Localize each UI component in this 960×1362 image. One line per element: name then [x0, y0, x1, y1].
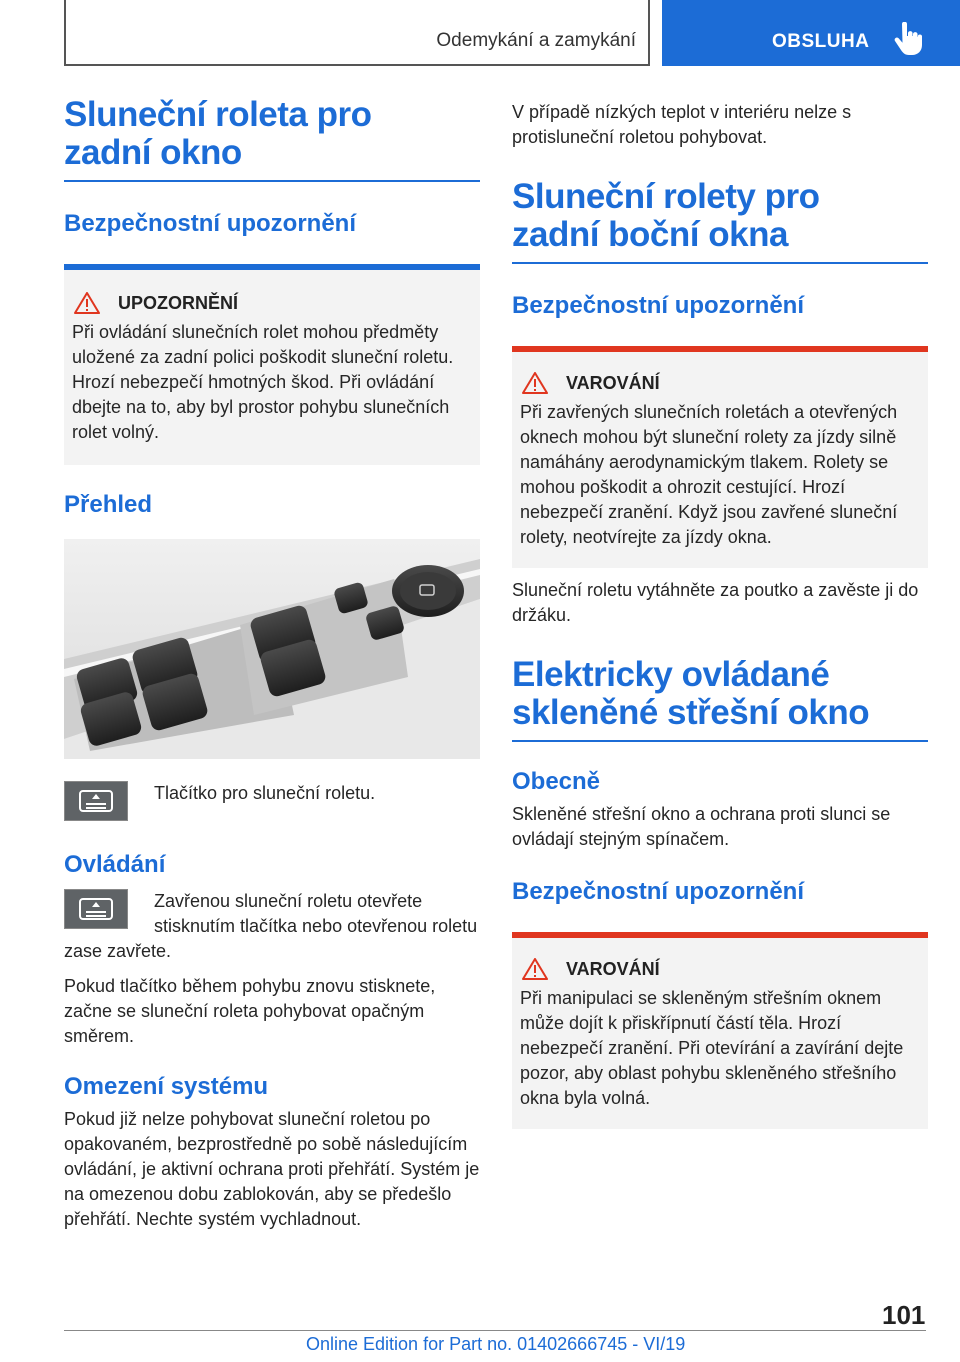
limits-text: Pokud již nelze pohybovat sluneční roletou po opakovaném, bezprostředně po sobě následujícím ovládání, je aktivní ochrana proti přehřátí. Systém je na omezenou dobu zablokován, aby se předešlo přehřátí. Nechte systém vychladnout.	[64, 1109, 480, 1229]
warning-title-text: UPOZORNĚNÍ	[118, 292, 239, 313]
section-label: OBSLUHA	[772, 31, 870, 52]
warning-box-notice	[64, 264, 480, 465]
pointing-hand-icon	[894, 22, 922, 56]
heading-general: Obecně	[512, 768, 601, 795]
blind-button-icon	[64, 781, 128, 821]
heading-system-limits: Omezení systému	[64, 1073, 269, 1100]
warning-title	[520, 958, 920, 980]
operation-text-2: Pokud tlačítko během pohybu znovu stisknete, začne se sluneční roleta pohybovat opačným směrem.	[64, 976, 436, 1046]
left-column	[64, 96, 480, 1232]
warning-title	[72, 292, 472, 314]
operation-text: Zavřenou sluneční roletu otevřete stisknutím tlačítka nebo otevřenou roletu zase zavřete.	[64, 891, 478, 961]
warning-triangle-icon	[522, 372, 548, 394]
heading-rule	[512, 740, 928, 742]
heading-safety-2: Bezpečnostní upozornění	[512, 292, 805, 319]
warning-text: Při zavřených slunečních roletách a otevřených oknech mohou být sluneční rolety za jízdy silně namáhány aerodynamickým tlakem. Rolety se mohou poškodit a ohrozit cestující. Hrozí nebezpečí zranění. Když jsou zavřené sluneční rolety, neotvírejte za jízdy okna.	[520, 402, 898, 547]
heading-side-window-blinds: Sluneční rolety pro zadní boční okna	[512, 177, 820, 254]
chapter-title: Odemykání a zamykání	[436, 30, 636, 51]
blind-button-icon-2	[64, 889, 128, 929]
edition-link[interactable]: Online Edition for Part no. 01402666745 - VI/19	[306, 1334, 686, 1354]
button-caption: Tlačítko pro sluneční roletu.	[154, 783, 376, 803]
page-number: 101	[882, 1300, 926, 1330]
warning-title-text: VAROVÁNÍ	[566, 958, 660, 979]
general-text: Skleněné střešní okno a ochrana proti slunci se ovládají stejným spínačem.	[512, 804, 891, 849]
heading-rear-window-blind: Sluneční roleta pro zadní okno	[64, 95, 372, 172]
heading-safety-3: Bezpečnostní upozornění	[512, 878, 805, 905]
warning-triangle-icon	[74, 292, 100, 314]
warning-title-text: VAROVÁNÍ	[566, 372, 660, 393]
heading-rule	[512, 262, 928, 264]
button-legend	[64, 781, 480, 821]
sunblind-symbol-icon	[76, 788, 116, 814]
right-column	[512, 100, 928, 1129]
warning-box-1	[512, 346, 928, 568]
warning-title	[520, 372, 920, 394]
door-switch-panel-image	[64, 539, 480, 759]
heading-safety: Bezpečnostní upozornění	[64, 210, 357, 237]
heading-overview: Přehled	[64, 491, 153, 518]
side-blind-text: Sluneční roletu vytáhněte za poutko a zavěste ji do držáku.	[512, 580, 919, 625]
warning-text: Při ovládání slunečních rolet mohou předměty uložené za zadní polici poškodit sluneční roletu. Hrozí nebezpečí hmotných škod. Při ovládání dbejte na to, aby byl prostor pohybu slunečních rolet volný.	[72, 322, 454, 442]
header-chapter-box	[64, 0, 650, 66]
window-switch-photo	[64, 539, 480, 759]
warning-text: Při manipulaci se skleněným střešním oknem může dojít k přiskřípnutí částí těla. Hrozí nebezpečí zranění. Při otevírání a zavírání dejte pozor, aby oblast pohybu skleněného střešního okna byla volná.	[520, 988, 904, 1108]
warning-box-2	[512, 932, 928, 1129]
intro-text: V případě nízkých teplot v interiéru nelze s protisluneční roletou pohybovat.	[512, 102, 852, 147]
operation-paragraph	[64, 889, 480, 964]
header-section-tab	[662, 0, 960, 66]
heading-glass-roof: Elektricky ovládané skleněné střešní okno	[512, 655, 870, 732]
heading-rule	[64, 180, 480, 182]
heading-operation: Ovládání	[64, 851, 166, 878]
sunblind-symbol-icon	[76, 896, 116, 922]
footer-rule	[64, 1330, 926, 1331]
warning-triangle-icon	[522, 958, 548, 980]
